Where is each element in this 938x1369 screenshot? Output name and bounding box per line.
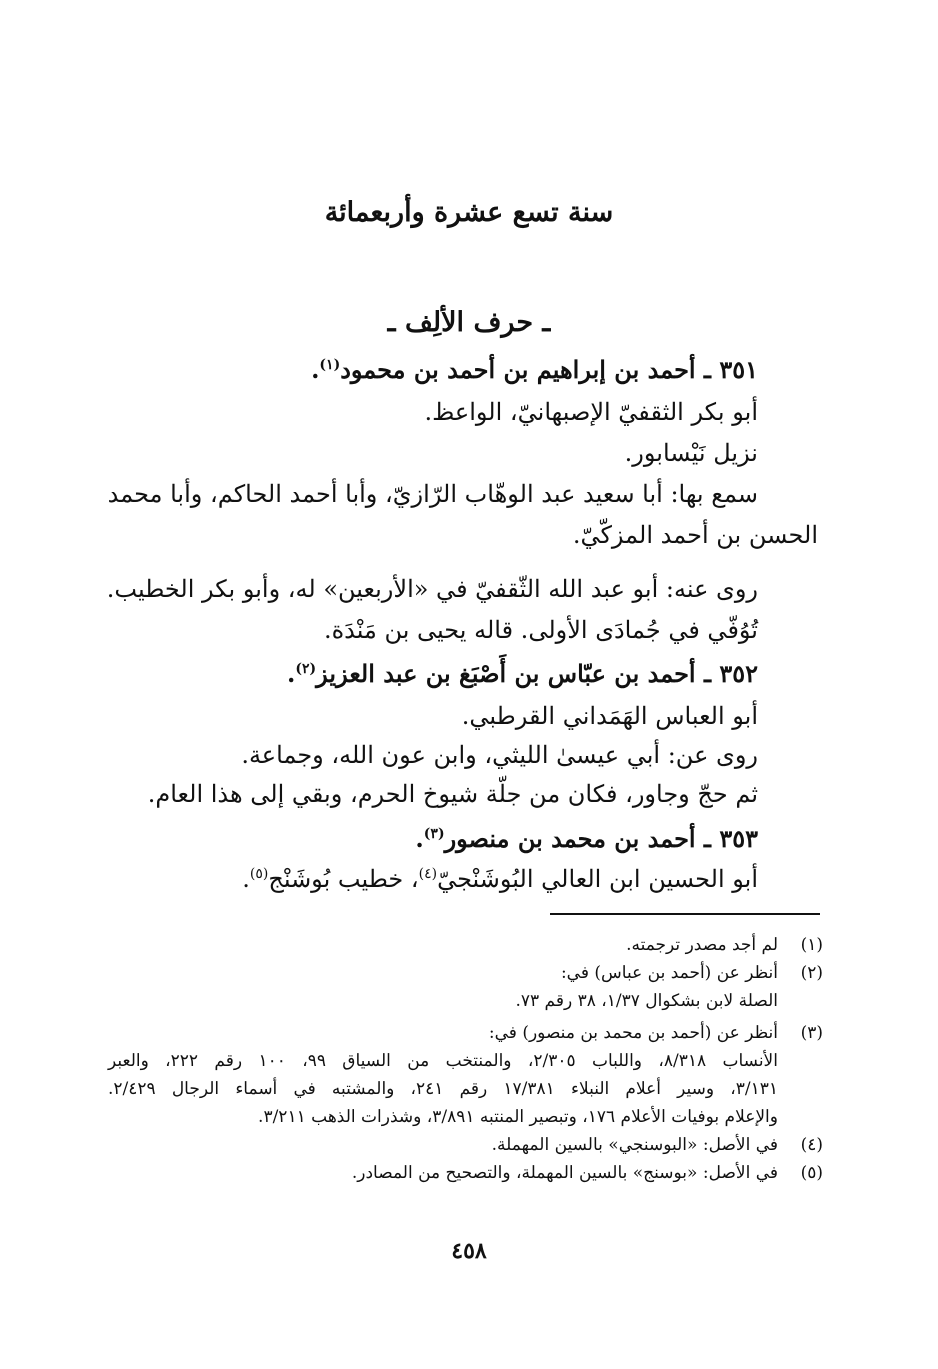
entry-351-kunya: أبو بكر الثقفيّ الإصبهانيّ، الواعظ. xyxy=(424,398,758,426)
kunya-text-cont: ، خطيب بُوشَنْج xyxy=(268,865,419,893)
page-title: سنة تسع عشرة وأربعمائة xyxy=(324,197,614,228)
footnote-1-text: لم أجد مصدر ترجمته. xyxy=(626,935,778,955)
heading-end: . xyxy=(415,824,424,853)
page-number: ٤٥٨ xyxy=(451,1238,487,1264)
entry-heading-text: ٣٥١ ـ أحمد بن إبراهيم بن أحمد بن محمود xyxy=(340,355,758,384)
entry-351-residence: نزيل نَيْسابور. xyxy=(624,439,758,467)
entry-352-teachers: روى عن: أبي عيسىٰ الليثي، وابن عون الله، وجماعة. xyxy=(241,741,758,769)
footnote-ref-4[interactable]: (٤) xyxy=(418,866,438,882)
footnote-3-sources-1: الأنساب ٨/٣١٨، واللباب ٢/٣٠٥، والمنتخب من السياق ٩٩، ١٠٠ رقم ٢٢٢، والعبر xyxy=(108,1051,778,1071)
entry-351-heading xyxy=(311,355,758,384)
footnote-3-sources-3: والإعلام بوفيات الأعلام ١٧٦، وتبصير المنتبه ٣/٨٩١، وشذرات الذهب ٣/٢١١. xyxy=(258,1107,778,1127)
footnote-4-text: في الأصل: «البوسنجي» بالسين المهملة. xyxy=(491,1135,778,1155)
footnote-5-number: (٥) xyxy=(800,1163,823,1183)
footnote-ref-2[interactable]: (٢) xyxy=(295,661,317,677)
entry-351-teachers-cont: الحسن بن أحمد المزكّيّ. xyxy=(572,521,818,549)
footnote-2-source: الصلة لابن بشكوال ١/٣٧، ٣٨ رقم ٧٣. xyxy=(515,991,778,1011)
entry-heading-text: ٣٥٢ ـ أحمد بن عبّاس بن أَصْبَغ بن عبد العزيز xyxy=(316,659,758,688)
footnote-1-number: (١) xyxy=(800,935,823,955)
footnote-2-number: (٢) xyxy=(800,963,823,983)
kunya-text: أبو الحسين ابن العالي البُوشَنْجيّ xyxy=(437,865,758,893)
entry-352-kunya: أبو العباس الهَمَداني القرطبي. xyxy=(461,702,758,730)
entry-353-kunya xyxy=(242,865,758,893)
footnote-ref-3[interactable]: (٣) xyxy=(423,826,445,842)
footnote-3-text: أنظر عن (أحمد بن محمد بن منصور) في: xyxy=(488,1023,778,1043)
entry-352-bio: ثم حجّ وجاور، فكان من جلّة شيوخ الحرم، وبقي إلى هذا العام. xyxy=(147,780,758,808)
entry-351-students: روى عنه: أبو عبد الله الثّقفيّ في «الأربعين» له، وأبو بكر الخطيب. xyxy=(106,575,758,603)
line-end: . xyxy=(242,865,250,893)
heading-end: . xyxy=(287,659,296,688)
entry-351-death: تُوُفّي في جُمادَى الأولى. قاله يحيى بن مَنْدَة. xyxy=(323,616,758,644)
section-heading: ـ حرف الألِف ـ xyxy=(387,307,551,338)
heading-end: . xyxy=(311,355,320,384)
footnote-3-sources-2: ٣/١٣١، وسير أعلام النبلاء ١٧/٣٨١ رقم ٢٤١، والمشتبه في أسماء الرجال ٢/٤٢٩. xyxy=(108,1079,779,1099)
footnote-4-number: (٤) xyxy=(800,1135,823,1155)
footnote-separator xyxy=(550,913,820,915)
footnote-5-text: في الأصل: «بوسنج» بالسين المهملة، والتصحيح من المصادر. xyxy=(351,1163,778,1183)
footnote-3-number: (٣) xyxy=(800,1023,823,1043)
entry-heading-text: ٣٥٣ ـ أحمد بن محمد بن منصور xyxy=(444,824,758,853)
entry-353-heading xyxy=(415,824,758,853)
entry-351-teachers: سمع بها: أبا سعيد عبد الوهّاب الرّازيّ، وأبا أحمد الحاكم، وأبا محمد xyxy=(107,480,758,508)
entry-352-heading xyxy=(287,659,758,688)
footnote-2-text: أنظر عن (أحمد بن عباس) في: xyxy=(560,963,778,983)
footnote-ref-1[interactable]: (١) xyxy=(319,357,341,373)
footnote-ref-5[interactable]: (٥) xyxy=(249,866,269,882)
